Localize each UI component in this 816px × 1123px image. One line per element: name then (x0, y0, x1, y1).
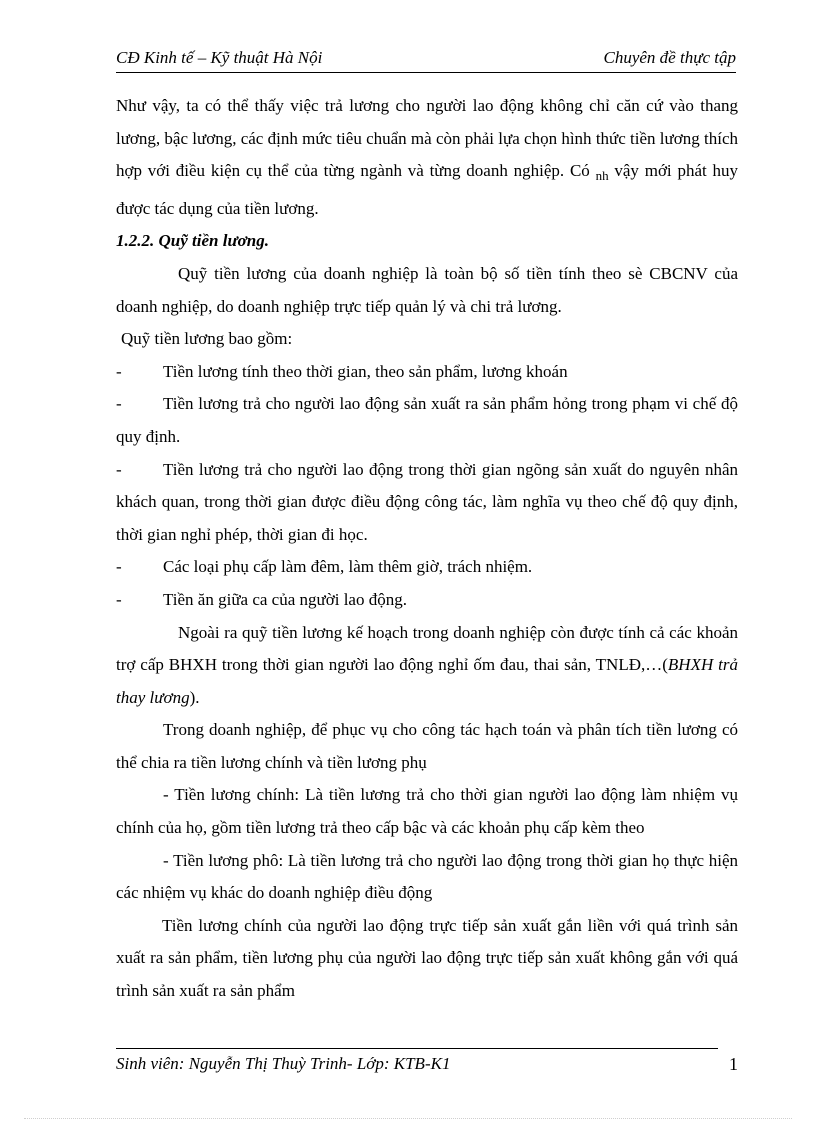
list-item-text: Tiền ăn giữa ca của người lao động. (163, 589, 407, 609)
header-school: CĐ Kinh tế – Kỹ thuật Hà Nội (116, 48, 323, 67)
list-item (116, 454, 738, 552)
list-item-text: Các loại phụ cấp làm đêm, làm thêm giờ, trách nhiệm. (163, 557, 533, 577)
bullet-mark: - (116, 557, 122, 577)
paragraph-planned-fund-text: Ngoài ra quỹ tiền lương kế hoạch trong doanh nghiệp còn được tính cả các khoản trợ cấp BHXH trong thời gian người lao động nghỉ ốm đau, thai sản, TNLĐ,…( (116, 622, 738, 675)
page-header (116, 46, 736, 72)
list-item (116, 584, 738, 617)
paragraph-main-salary: - Tiền lương chính: Là tiền lương trả cho thời gian người lao động làm nhiệm vụ chính của họ, gồm tiền lương trả theo cấp bậc và các khoản phụ cấp kèm theo (116, 785, 738, 838)
list-item-text: Tiền lương tính theo thời gian, theo sản phẩm, lương khoán (163, 361, 568, 381)
paragraph-extra-salary: - Tiền lương phô: Là tiền lương trả cho người lao động trong thời gian họ thực hiện các nhiệm vụ khác do doanh nghiệp điều động (116, 850, 738, 903)
header-title: Chuyên đề thực tập (603, 48, 736, 67)
paragraph-salary-relation: Tiền lương chính của người lao động trực tiếp sản xuất gắn liền với quá trình sản xuất ra sản phẩm, tiền lương phụ của người lao động trực tiếp sản xuất không gắn với quá trình sản xuất ra sản phẩm (116, 915, 738, 1001)
paragraph-intro-subscript: nh (595, 168, 609, 184)
footer-rule (116, 1048, 718, 1049)
footer-student: Sinh viên: Nguyễn Thị Thuỳ Trinh- Lớp: KTB-K1 (116, 1054, 451, 1073)
page-footer (116, 1054, 738, 1074)
paragraph-fund-includes: Quỹ tiền lương bao gồm: (121, 329, 293, 349)
paragraph-planned-fund-end: ). (189, 687, 200, 707)
paragraph-intro (116, 90, 738, 225)
list-item (116, 551, 738, 584)
paragraph-classification: Trong doanh nghiệp, để phục vụ cho công tác hạch toán và phân tích tiền lương có thể chia ra tiền lương chính và tiền lương phụ (116, 720, 738, 772)
list-item-text: Tiền lương trả cho người lao động trong thời gian ngõng sản xuất do nguyên nhân khách quan, trong thời gian được điều động công tác, làm nghĩa vụ theo chế độ quy định, thời gian nghỉ phép, thời gian đi học. (116, 459, 738, 544)
bullet-mark: - (116, 394, 122, 414)
page-edge-divider (24, 1118, 792, 1119)
section-heading: 1.2.2. Quỹ tiền lương. (116, 231, 269, 251)
list-item (116, 388, 738, 453)
paragraph-intro-text: Như vậy, ta có thể thấy việc trả lương cho người lao động không chỉ căn cứ vào thang lương, bậc lương, các định mức tiêu chuẩn mà còn phải lựa chọn hình thức tiền lương thích hợp với điều kiện cụ thể của từng ngành và từng doanh nghiệp. Có (116, 96, 738, 181)
bullet-mark: - (116, 589, 122, 609)
page-body (116, 90, 738, 1008)
list-item-text: Tiền lương trả cho người lao động sản xuất ra sản phẩm hỏng trong phạm vi chế độ quy định. (116, 394, 738, 446)
bullet-mark: - (116, 459, 122, 479)
paragraph-planned-fund-italic: BHXH trả thay lương (116, 655, 738, 707)
paragraph-planned-fund (116, 617, 738, 715)
page-number: 1 (729, 1054, 738, 1074)
paragraph-intro-tail: vậy mới phát huy được tác dụng của tiền lương. (116, 161, 739, 218)
bullet-mark: - (116, 361, 122, 381)
header-rule (116, 72, 736, 73)
list-item (116, 356, 738, 389)
paragraph-fund-definition: Quỹ tiền lương của doanh nghiệp là toàn bộ số tiền tính theo sè CBCNV của doanh nghiệp, do doanh nghiệp trực tiếp quản lý và chi trả lương. (116, 263, 738, 316)
